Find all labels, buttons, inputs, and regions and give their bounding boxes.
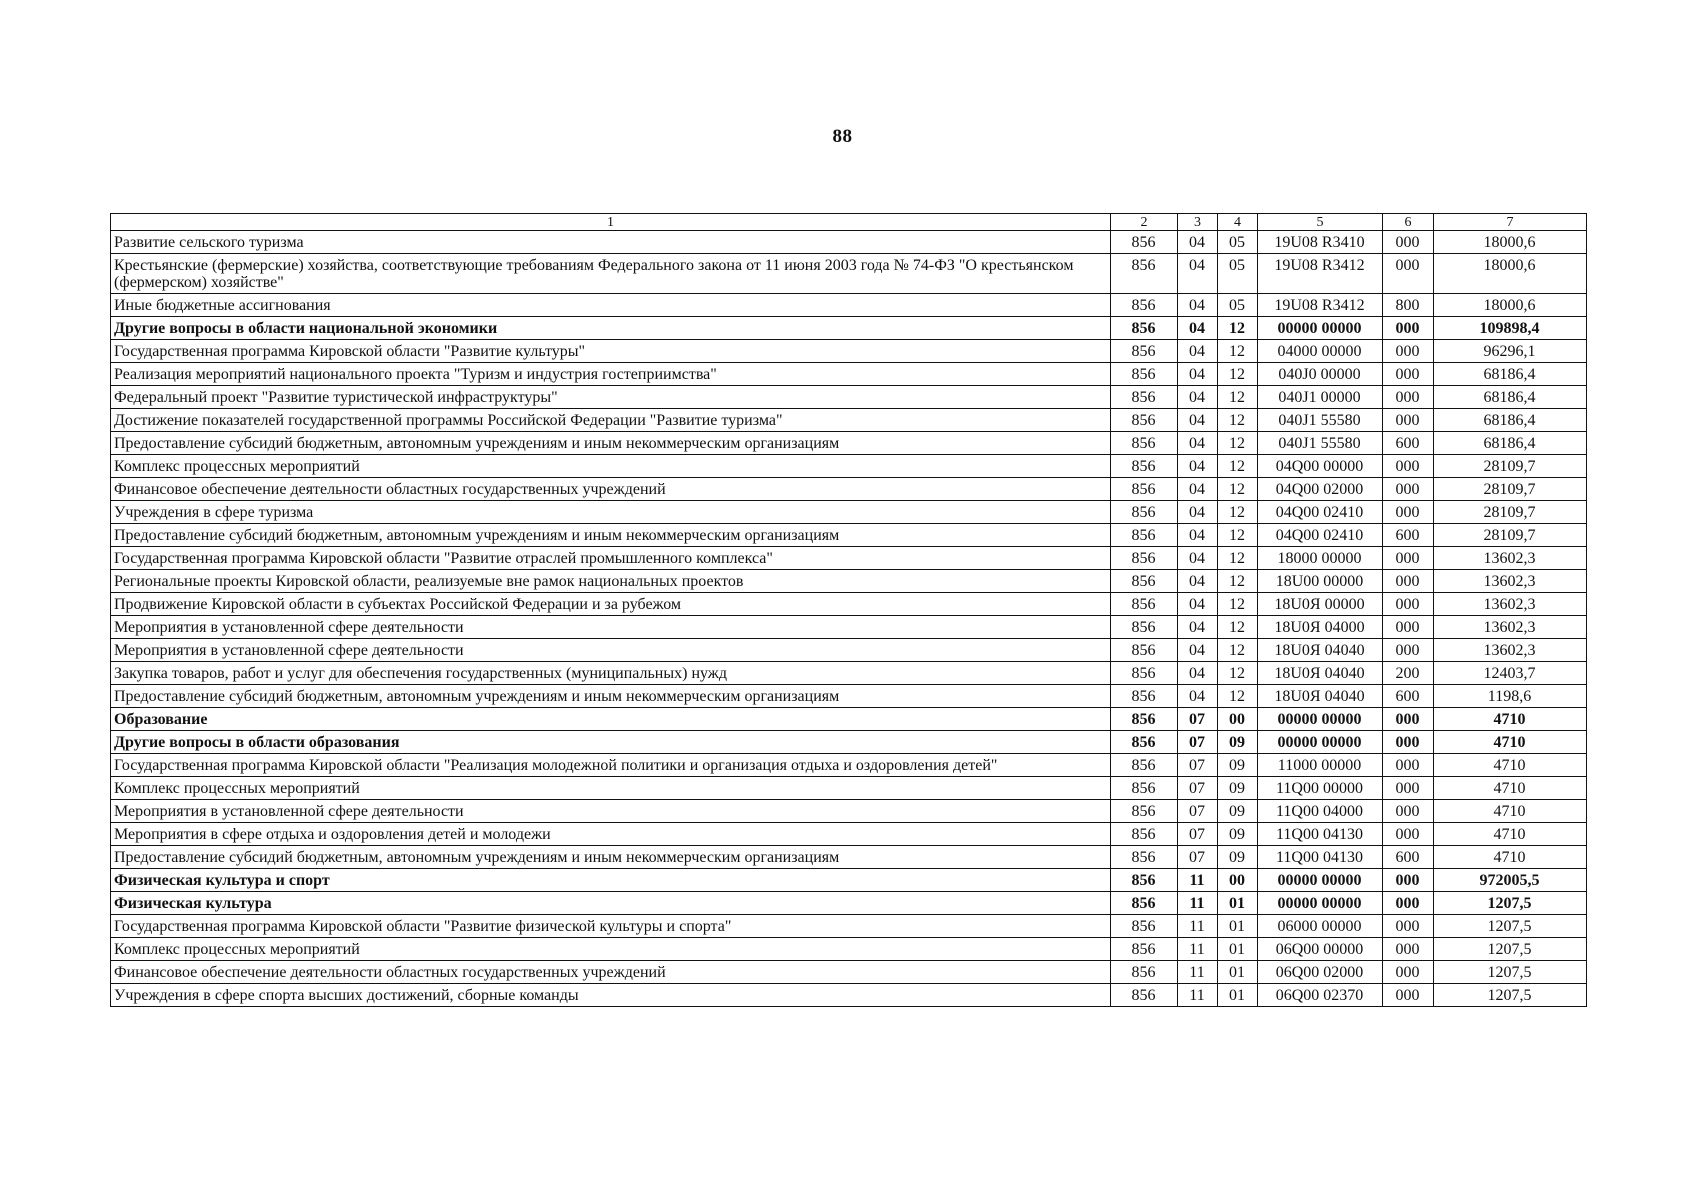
expense-type-cell: 000 (1383, 455, 1434, 478)
row-name-cell: Реализация мероприятий национального проекта "Туризм и индустрия гостеприимства" (111, 363, 1111, 386)
page-number: 88 (832, 126, 853, 147)
section-code-cell: 07 (1178, 823, 1218, 846)
subsection-code-cell: 09 (1218, 846, 1258, 869)
ministry-code-cell: 856 (1111, 639, 1178, 662)
ministry-code-cell: 856 (1111, 547, 1178, 570)
section-code-cell: 04 (1178, 593, 1218, 616)
target-article-cell: 18U0Я 00000 (1258, 593, 1383, 616)
target-article-cell: 06Q00 00000 (1258, 938, 1383, 961)
row-name-cell: Закупка товаров, работ и услуг для обеспечения государственных (муниципальных) нужд (111, 662, 1111, 685)
subsection-code-cell: 12 (1218, 363, 1258, 386)
table-row (111, 616, 1587, 639)
table-row (111, 685, 1587, 708)
section-code-cell: 04 (1178, 294, 1218, 317)
expense-type-cell: 000 (1383, 869, 1434, 892)
amount-cell: 109898,4 (1434, 317, 1587, 340)
expense-type-cell: 000 (1383, 823, 1434, 846)
subsection-code-cell: 12 (1218, 685, 1258, 708)
target-article-cell: 040J1 00000 (1258, 386, 1383, 409)
expense-type-cell: 000 (1383, 800, 1434, 823)
section-code-cell: 11 (1178, 869, 1218, 892)
table-row (111, 363, 1587, 386)
amount-cell: 1207,5 (1434, 984, 1587, 1007)
expense-type-cell: 000 (1383, 593, 1434, 616)
amount-cell: 1207,5 (1434, 915, 1587, 938)
amount-cell: 4710 (1434, 754, 1587, 777)
expense-type-cell: 000 (1383, 892, 1434, 915)
amount-cell: 4710 (1434, 731, 1587, 754)
row-name-cell: Учреждения в сфере туризма (111, 501, 1111, 524)
expense-type-cell: 600 (1383, 846, 1434, 869)
subsection-code-cell: 01 (1218, 915, 1258, 938)
ministry-code-cell: 856 (1111, 777, 1178, 800)
section-code-cell: 04 (1178, 639, 1218, 662)
target-article-cell: 040J0 00000 (1258, 363, 1383, 386)
table-row (111, 524, 1587, 547)
target-article-cell: 11Q00 00000 (1258, 777, 1383, 800)
row-name-cell: Комплекс процессных мероприятий (111, 938, 1111, 961)
expense-type-cell: 000 (1383, 254, 1434, 294)
row-name-cell: Иные бюджетные ассигнования (111, 294, 1111, 317)
ministry-code-cell: 856 (1111, 846, 1178, 869)
ministry-code-cell: 856 (1111, 363, 1178, 386)
amount-cell: 18000,6 (1434, 294, 1587, 317)
target-article-cell: 06Q00 02370 (1258, 984, 1383, 1007)
ministry-code-cell: 856 (1111, 869, 1178, 892)
expense-type-cell: 000 (1383, 708, 1434, 731)
ministry-code-cell: 856 (1111, 662, 1178, 685)
amount-cell: 68186,4 (1434, 386, 1587, 409)
expense-type-cell: 000 (1383, 363, 1434, 386)
ministry-code-cell: 856 (1111, 800, 1178, 823)
row-name-cell: Предоставление субсидий бюджетным, автономным учреждениям и иным некоммерческим организациям (111, 524, 1111, 547)
row-name-cell: Учреждения в сфере спорта высших достижений, сборные команды (111, 984, 1111, 1007)
table-row (111, 984, 1587, 1007)
target-article-cell: 18U0Я 04040 (1258, 685, 1383, 708)
column-number-cell: 7 (1434, 214, 1587, 231)
expense-type-cell: 000 (1383, 570, 1434, 593)
subsection-code-cell: 09 (1218, 777, 1258, 800)
subsection-code-cell: 12 (1218, 478, 1258, 501)
column-number-header-row (111, 214, 1587, 231)
row-name-cell: Другие вопросы в области национальной экономики (111, 317, 1111, 340)
section-code-cell: 04 (1178, 409, 1218, 432)
table-row (111, 938, 1587, 961)
row-name-cell: Другие вопросы в области образования (111, 731, 1111, 754)
ministry-code-cell: 856 (1111, 294, 1178, 317)
table-row (111, 340, 1587, 363)
subsection-code-cell: 12 (1218, 662, 1258, 685)
subsection-code-cell: 12 (1218, 616, 1258, 639)
row-name-cell: Государственная программа Кировской области "Развитие физической культуры и спорта" (111, 915, 1111, 938)
section-code-cell: 04 (1178, 317, 1218, 340)
table-row (111, 501, 1587, 524)
target-article-cell: 04Q00 02410 (1258, 501, 1383, 524)
amount-cell: 13602,3 (1434, 593, 1587, 616)
target-article-cell: 04Q00 00000 (1258, 455, 1383, 478)
row-name-cell: Продвижение Кировской области в субъектах Российской Федерации и за рубежом (111, 593, 1111, 616)
amount-cell: 1207,5 (1434, 961, 1587, 984)
table-row (111, 386, 1587, 409)
amount-cell: 1207,5 (1434, 892, 1587, 915)
ministry-code-cell: 856 (1111, 961, 1178, 984)
ministry-code-cell: 856 (1111, 570, 1178, 593)
subsection-code-cell: 12 (1218, 455, 1258, 478)
row-name-cell: Образование (111, 708, 1111, 731)
budget-table-container (110, 213, 1586, 1007)
ministry-code-cell: 856 (1111, 731, 1178, 754)
amount-cell: 4710 (1434, 846, 1587, 869)
target-article-cell: 19U08 R3410 (1258, 231, 1383, 254)
amount-cell: 13602,3 (1434, 570, 1587, 593)
subsection-code-cell: 12 (1218, 386, 1258, 409)
row-name-cell: Предоставление субсидий бюджетным, автономным учреждениям и иным некоммерческим организациям (111, 685, 1111, 708)
table-row (111, 478, 1587, 501)
target-article-cell: 19U08 R3412 (1258, 254, 1383, 294)
subsection-code-cell: 12 (1218, 409, 1258, 432)
row-name-cell: Крестьянские (фермерские) хозяйства, соответствующие требованиям Федерального закона от 11 июня 2003 года № 74-ФЗ "О крестьянском (фермерском) хозяйстве" (111, 254, 1111, 294)
ministry-code-cell: 856 (1111, 708, 1178, 731)
expense-type-cell: 600 (1383, 524, 1434, 547)
expense-type-cell: 600 (1383, 685, 1434, 708)
subsection-code-cell: 01 (1218, 961, 1258, 984)
table-row (111, 777, 1587, 800)
expense-type-cell: 000 (1383, 961, 1434, 984)
column-number-cell: 4 (1218, 214, 1258, 231)
subsection-code-cell: 01 (1218, 892, 1258, 915)
subsection-code-cell: 09 (1218, 823, 1258, 846)
amount-cell: 13602,3 (1434, 616, 1587, 639)
expense-type-cell: 200 (1383, 662, 1434, 685)
amount-cell: 28109,7 (1434, 455, 1587, 478)
subsection-code-cell: 12 (1218, 432, 1258, 455)
target-article-cell: 00000 00000 (1258, 892, 1383, 915)
section-code-cell: 04 (1178, 231, 1218, 254)
expense-type-cell: 000 (1383, 478, 1434, 501)
subsection-code-cell: 12 (1218, 340, 1258, 363)
row-name-cell: Мероприятия в установленной сфере деятельности (111, 639, 1111, 662)
table-row (111, 593, 1587, 616)
row-name-cell: Государственная программа Кировской области "Реализация молодежной политики и организация отдыха и оздоровления детей" (111, 754, 1111, 777)
subsection-code-cell: 01 (1218, 938, 1258, 961)
section-code-cell: 07 (1178, 708, 1218, 731)
target-article-cell: 18000 00000 (1258, 547, 1383, 570)
table-row (111, 892, 1587, 915)
column-number-cell: 2 (1111, 214, 1178, 231)
section-code-cell: 07 (1178, 777, 1218, 800)
section-code-cell: 04 (1178, 340, 1218, 363)
table-row (111, 231, 1587, 254)
expense-type-cell: 600 (1383, 432, 1434, 455)
table-row (111, 294, 1587, 317)
subsection-code-cell: 12 (1218, 639, 1258, 662)
section-code-cell: 04 (1178, 685, 1218, 708)
amount-cell: 68186,4 (1434, 363, 1587, 386)
section-code-cell: 04 (1178, 386, 1218, 409)
column-number-cell: 3 (1178, 214, 1218, 231)
target-article-cell: 18U0Я 04040 (1258, 662, 1383, 685)
table-row (111, 570, 1587, 593)
amount-cell: 4710 (1434, 823, 1587, 846)
target-article-cell: 18U00 00000 (1258, 570, 1383, 593)
row-name-cell: Финансовое обеспечение деятельности областных государственных учреждений (111, 961, 1111, 984)
expense-type-cell: 800 (1383, 294, 1434, 317)
subsection-code-cell: 12 (1218, 593, 1258, 616)
expense-type-cell: 000 (1383, 231, 1434, 254)
section-code-cell: 11 (1178, 915, 1218, 938)
amount-cell: 1207,5 (1434, 938, 1587, 961)
section-code-cell: 04 (1178, 432, 1218, 455)
column-number-cell: 5 (1258, 214, 1383, 231)
expense-type-cell: 000 (1383, 938, 1434, 961)
row-name-cell: Федеральный проект "Развитие туристической инфраструктуры" (111, 386, 1111, 409)
section-code-cell: 07 (1178, 846, 1218, 869)
section-code-cell: 07 (1178, 731, 1218, 754)
table-row (111, 639, 1587, 662)
amount-cell: 18000,6 (1434, 231, 1587, 254)
amount-cell: 13602,3 (1434, 547, 1587, 570)
table-row (111, 409, 1587, 432)
subsection-code-cell: 05 (1218, 254, 1258, 294)
ministry-code-cell: 856 (1111, 317, 1178, 340)
expense-type-cell: 000 (1383, 340, 1434, 363)
section-code-cell: 04 (1178, 478, 1218, 501)
amount-cell: 13602,3 (1434, 639, 1587, 662)
table-row (111, 915, 1587, 938)
table-row (111, 432, 1587, 455)
section-code-cell: 04 (1178, 547, 1218, 570)
target-article-cell: 18U0Я 04000 (1258, 616, 1383, 639)
row-name-cell: Комплекс процессных мероприятий (111, 777, 1111, 800)
row-name-cell: Комплекс процессных мероприятий (111, 455, 1111, 478)
section-code-cell: 11 (1178, 961, 1218, 984)
ministry-code-cell: 856 (1111, 524, 1178, 547)
ministry-code-cell: 856 (1111, 915, 1178, 938)
table-row (111, 961, 1587, 984)
amount-cell: 12403,7 (1434, 662, 1587, 685)
section-code-cell: 04 (1178, 363, 1218, 386)
row-name-cell: Финансовое обеспечение деятельности областных государственных учреждений (111, 478, 1111, 501)
ministry-code-cell: 856 (1111, 478, 1178, 501)
target-article-cell: 00000 00000 (1258, 317, 1383, 340)
amount-cell: 972005,5 (1434, 869, 1587, 892)
amount-cell: 4710 (1434, 800, 1587, 823)
ministry-code-cell: 856 (1111, 984, 1178, 1007)
expense-type-cell: 000 (1383, 639, 1434, 662)
ministry-code-cell: 856 (1111, 754, 1178, 777)
row-name-cell: Развитие сельского туризма (111, 231, 1111, 254)
section-code-cell: 07 (1178, 754, 1218, 777)
table-row (111, 254, 1587, 294)
section-code-cell: 07 (1178, 800, 1218, 823)
expense-type-cell: 000 (1383, 409, 1434, 432)
ministry-code-cell: 856 (1111, 938, 1178, 961)
ministry-code-cell: 856 (1111, 593, 1178, 616)
row-name-cell: Государственная программа Кировской области "Развитие отраслей промышленного комплекса" (111, 547, 1111, 570)
amount-cell: 68186,4 (1434, 432, 1587, 455)
row-name-cell: Достижение показателей государственной программы Российской Федерации "Развитие туризма" (111, 409, 1111, 432)
row-name-cell: Предоставление субсидий бюджетным, автономным учреждениям и иным некоммерческим организациям (111, 432, 1111, 455)
section-code-cell: 04 (1178, 455, 1218, 478)
subsection-code-cell: 12 (1218, 524, 1258, 547)
budget-table-body (111, 214, 1587, 1007)
amount-cell: 4710 (1434, 708, 1587, 731)
subsection-code-cell: 09 (1218, 800, 1258, 823)
column-number-cell: 1 (111, 214, 1111, 231)
target-article-cell: 00000 00000 (1258, 869, 1383, 892)
target-article-cell: 040J1 55580 (1258, 409, 1383, 432)
subsection-code-cell: 12 (1218, 547, 1258, 570)
target-article-cell: 18U0Я 04040 (1258, 639, 1383, 662)
table-row (111, 800, 1587, 823)
section-code-cell: 11 (1178, 938, 1218, 961)
amount-cell: 96296,1 (1434, 340, 1587, 363)
subsection-code-cell: 09 (1218, 754, 1258, 777)
target-article-cell: 00000 00000 (1258, 731, 1383, 754)
row-name-cell: Мероприятия в сфере отдыха и оздоровления детей и молодежи (111, 823, 1111, 846)
section-code-cell: 04 (1178, 616, 1218, 639)
section-code-cell: 04 (1178, 570, 1218, 593)
amount-cell: 4710 (1434, 777, 1587, 800)
ministry-code-cell: 856 (1111, 892, 1178, 915)
section-code-cell: 04 (1178, 501, 1218, 524)
amount-cell: 28109,7 (1434, 501, 1587, 524)
amount-cell: 68186,4 (1434, 409, 1587, 432)
amount-cell: 1198,6 (1434, 685, 1587, 708)
row-name-cell: Предоставление субсидий бюджетным, автономным учреждениям и иным некоммерческим организациям (111, 846, 1111, 869)
section-code-cell: 04 (1178, 662, 1218, 685)
section-code-cell: 04 (1178, 524, 1218, 547)
subsection-code-cell: 09 (1218, 731, 1258, 754)
table-row (111, 708, 1587, 731)
ministry-code-cell: 856 (1111, 409, 1178, 432)
subsection-code-cell: 05 (1218, 231, 1258, 254)
expense-type-cell: 000 (1383, 317, 1434, 340)
expense-type-cell: 000 (1383, 915, 1434, 938)
table-row (111, 455, 1587, 478)
expense-type-cell: 000 (1383, 754, 1434, 777)
table-row (111, 754, 1587, 777)
row-name-cell: Физическая культура и спорт (111, 869, 1111, 892)
table-row (111, 317, 1587, 340)
expense-type-cell: 000 (1383, 984, 1434, 1007)
target-article-cell: 11Q00 04130 (1258, 823, 1383, 846)
ministry-code-cell: 856 (1111, 823, 1178, 846)
expense-type-cell: 000 (1383, 731, 1434, 754)
table-row (111, 547, 1587, 570)
target-article-cell: 19U08 R3412 (1258, 294, 1383, 317)
target-article-cell: 11Q00 04130 (1258, 846, 1383, 869)
amount-cell: 18000,6 (1434, 254, 1587, 294)
target-article-cell: 04000 00000 (1258, 340, 1383, 363)
row-name-cell: Мероприятия в установленной сфере деятельности (111, 800, 1111, 823)
column-number-cell: 6 (1383, 214, 1434, 231)
target-article-cell: 06Q00 02000 (1258, 961, 1383, 984)
ministry-code-cell: 856 (1111, 432, 1178, 455)
expense-type-cell: 000 (1383, 386, 1434, 409)
table-row (111, 823, 1587, 846)
ministry-code-cell: 856 (1111, 386, 1178, 409)
target-article-cell: 040J1 55580 (1258, 432, 1383, 455)
target-article-cell: 00000 00000 (1258, 708, 1383, 731)
section-code-cell: 04 (1178, 254, 1218, 294)
ministry-code-cell: 856 (1111, 501, 1178, 524)
budget-table (110, 213, 1587, 1007)
subsection-code-cell: 00 (1218, 708, 1258, 731)
row-name-cell: Физическая культура (111, 892, 1111, 915)
section-code-cell: 11 (1178, 984, 1218, 1007)
table-row (111, 662, 1587, 685)
target-article-cell: 11000 00000 (1258, 754, 1383, 777)
expense-type-cell: 000 (1383, 501, 1434, 524)
ministry-code-cell: 856 (1111, 685, 1178, 708)
target-article-cell: 11Q00 04000 (1258, 800, 1383, 823)
table-row (111, 869, 1587, 892)
subsection-code-cell: 01 (1218, 984, 1258, 1007)
row-name-cell: Государственная программа Кировской области "Развитие культуры" (111, 340, 1111, 363)
row-name-cell: Региональные проекты Кировской области, реализуемые вне рамок национальных проектов (111, 570, 1111, 593)
subsection-code-cell: 00 (1218, 869, 1258, 892)
ministry-code-cell: 856 (1111, 254, 1178, 294)
table-row (111, 731, 1587, 754)
ministry-code-cell: 856 (1111, 455, 1178, 478)
ministry-code-cell: 856 (1111, 340, 1178, 363)
subsection-code-cell: 05 (1218, 294, 1258, 317)
expense-type-cell: 000 (1383, 547, 1434, 570)
target-article-cell: 06000 00000 (1258, 915, 1383, 938)
subsection-code-cell: 12 (1218, 501, 1258, 524)
table-row (111, 846, 1587, 869)
amount-cell: 28109,7 (1434, 478, 1587, 501)
subsection-code-cell: 12 (1218, 317, 1258, 340)
subsection-code-cell: 12 (1218, 570, 1258, 593)
target-article-cell: 04Q00 02410 (1258, 524, 1383, 547)
expense-type-cell: 000 (1383, 777, 1434, 800)
expense-type-cell: 000 (1383, 616, 1434, 639)
ministry-code-cell: 856 (1111, 231, 1178, 254)
amount-cell: 28109,7 (1434, 524, 1587, 547)
ministry-code-cell: 856 (1111, 616, 1178, 639)
target-article-cell: 04Q00 02000 (1258, 478, 1383, 501)
row-name-cell: Мероприятия в установленной сфере деятельности (111, 616, 1111, 639)
section-code-cell: 11 (1178, 892, 1218, 915)
